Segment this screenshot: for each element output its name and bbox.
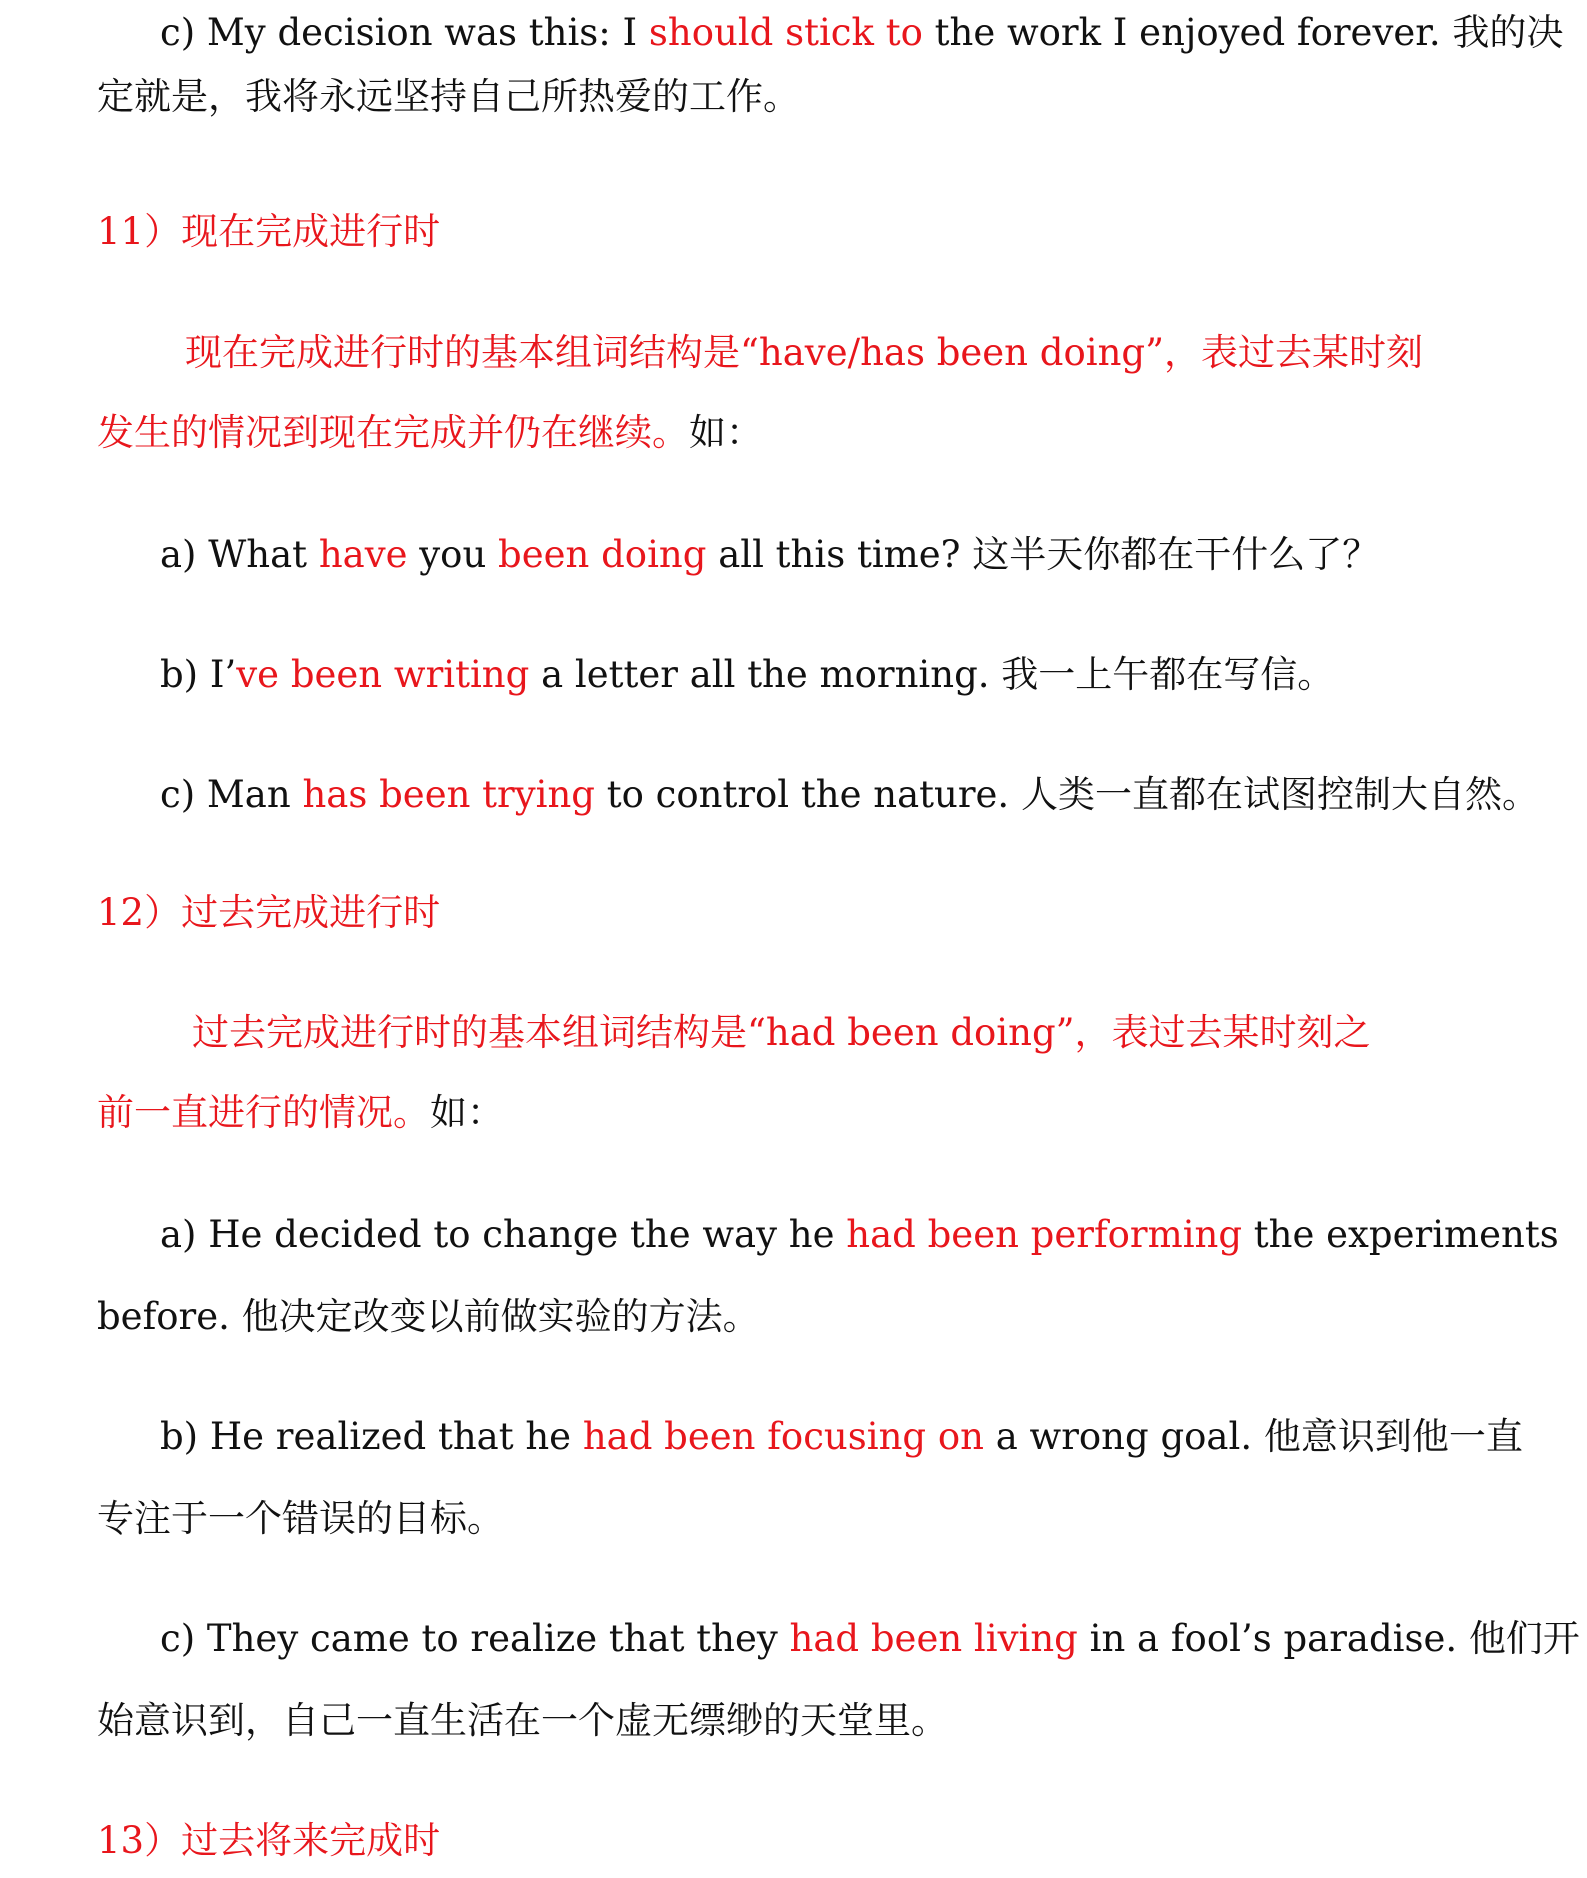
example-text: to control the nature. 人类一直都在试图控制大自然。: [594, 773, 1539, 816]
section-description: [185, 328, 1423, 378]
highlight-text: had been living: [789, 1617, 1078, 1660]
highlight-text: should stick to: [648, 11, 923, 54]
example-line: [97, 1696, 948, 1746]
example-text: c) They came to realize that they: [160, 1617, 790, 1660]
example-line: [160, 1412, 1523, 1462]
description-text: 如：: [430, 1091, 504, 1134]
example-line: [160, 770, 1539, 820]
example-line: [160, 530, 1379, 580]
highlight-text: ve been writing: [236, 653, 530, 696]
description-text: 现在完成进行时的基本组词结构是“have/has been doing”，表过去某时刻: [185, 331, 1423, 374]
example-text: a) What: [160, 533, 319, 576]
example-line: [97, 72, 800, 122]
translation-text: 定就是，我将永远坚持自己所热爱的工作。: [97, 75, 800, 118]
example-text: a) He decided to change the way he: [160, 1213, 847, 1256]
highlight-text: have: [318, 533, 408, 576]
highlight-text: had been performing: [846, 1213, 1243, 1256]
heading-text: 12）过去完成进行时: [97, 891, 441, 934]
highlight-text: been doing: [498, 533, 707, 576]
section-heading-13: [97, 1816, 440, 1866]
example-line: [160, 1614, 1580, 1664]
translation-text: 专注于一个错误的目标。: [97, 1497, 504, 1540]
example-text: the experiments: [1242, 1213, 1559, 1256]
translation-text: 始意识到，自己一直生活在一个虚无缥缈的天堂里。: [97, 1699, 948, 1742]
heading-text: 11）现在完成进行时: [97, 210, 441, 253]
section-heading-11: [97, 207, 440, 257]
example-text: b) I’: [160, 653, 237, 696]
example-line: [160, 650, 1334, 700]
example-text: c) My decision was this: I: [160, 11, 649, 54]
example-text: b) He realized that he: [160, 1415, 583, 1458]
section-description: [97, 1088, 504, 1138]
example-line: [160, 8, 1563, 58]
section-heading-12: [97, 888, 440, 938]
example-text: c) Man: [160, 773, 303, 816]
example-text: all this time? 这半天你都在干什么了？: [706, 533, 1380, 576]
translation-text: before. 他决定改变以前做实验的方法。: [97, 1295, 760, 1338]
highlight-text: had been focusing on: [582, 1415, 984, 1458]
description-text: 发生的情况到现在完成并仍在继续。: [97, 411, 689, 454]
description-text: 如：: [689, 411, 763, 454]
highlight-text: has been trying: [302, 773, 595, 816]
example-line: [97, 1494, 504, 1544]
example-line: [97, 1292, 760, 1342]
description-text: 前一直进行的情况。: [97, 1091, 430, 1134]
example-line: [160, 1210, 1559, 1260]
example-text: you: [407, 533, 499, 576]
example-text: the work I enjoyed forever. 我的决: [922, 11, 1564, 54]
description-text: 过去完成进行时的基本组词结构是“had been doing”，表过去某时刻之: [192, 1011, 1371, 1054]
example-text: a letter all the morning. 我一上午都在写信。: [529, 653, 1335, 696]
section-description: [192, 1008, 1371, 1058]
heading-text: 13）过去将来完成时: [97, 1819, 441, 1862]
example-text: in a fool’s paradise. 他们开: [1077, 1617, 1580, 1660]
section-description: [97, 408, 763, 458]
example-text: a wrong goal. 他意识到他一直: [983, 1415, 1523, 1458]
